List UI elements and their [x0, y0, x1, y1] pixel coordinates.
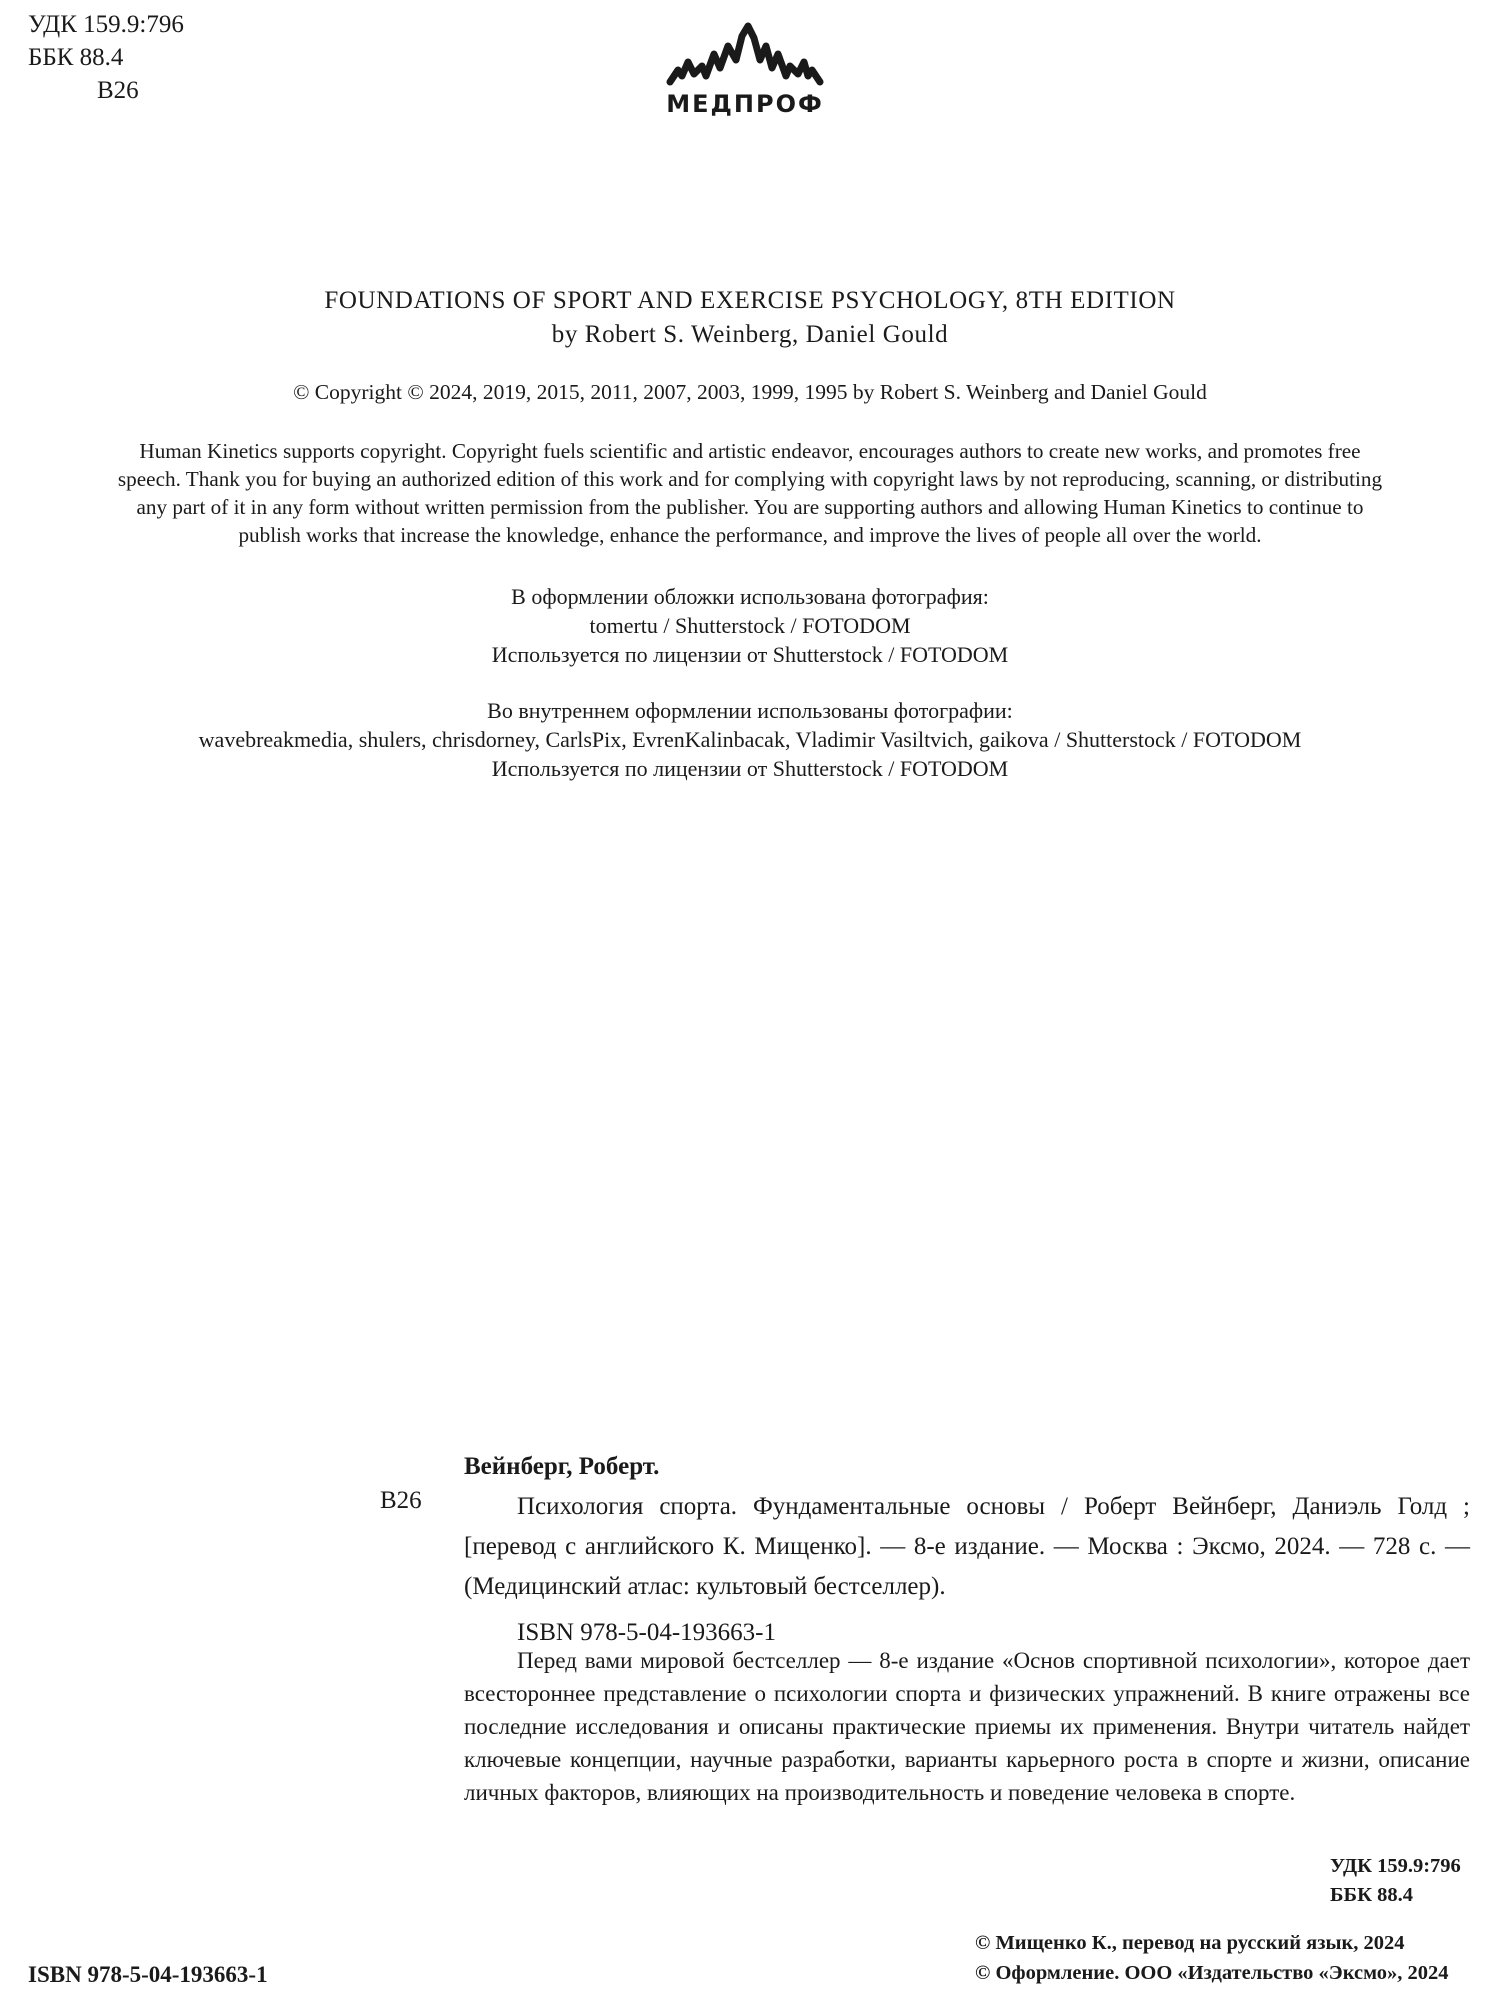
- original-title: FOUNDATIONS OF SPORT AND EXERCISE PSYCHOLOGY, 8TH EDITION: [324, 287, 1176, 314]
- isbn-footer: ISBN 978-5-04-193663-1: [28, 1962, 268, 1987]
- copyright-line: © Мищенко К., перевод на русский язык, 2024: [975, 1932, 1405, 1954]
- credit-line: Используется по лицензии от Shutterstock / FOTODOM: [491, 642, 1009, 667]
- catalog-card: [464, 1447, 1470, 1653]
- rights-line: Human Kinetics supports copyright. Copyright fuels scientific and artistic endeavor, encourages authors to create new works, and promotes free: [139, 439, 1361, 463]
- bbk-code: ББК 88.4: [1330, 1884, 1413, 1906]
- rights-line: publish works that increase the knowledge, enhance the performance, and improve the lives of people all over the world.: [238, 523, 1262, 547]
- bbk-code: ББК 88.4: [28, 44, 124, 71]
- catalog-description: Психология спорта. Фундаментальные основы / Роберт Вейнберг, Даниэль Голд ; [перевод с английского К. Мищенко]. — 8-е издание. — Москва : Эксмо, 2024. — 728 с. — (Медицинский атлас: культовый бестселлер).: [464, 1493, 1470, 1600]
- rights-line: speech. Thank you for buying an authorized edition of this work and for complying with copyright laws by not reproducing, scanning, or distributing: [117, 467, 1383, 491]
- publisher-logo: [645, 16, 845, 118]
- catalog-isbn: ISBN 978-5-04-193663-1: [517, 1619, 777, 1646]
- logo-wordmark: МЕДПРОФ: [666, 90, 824, 118]
- catalog-index-mark: В26: [380, 1487, 422, 1514]
- credit-line: Во внутреннем оформлении использованы фотографии:: [487, 698, 1013, 723]
- rights-notice: [40, 437, 1460, 549]
- credit-line: Используется по лицензии от Shutterstock / FOTODOM: [491, 756, 1009, 781]
- udk-code: УДК 159.9:796: [1330, 1855, 1461, 1877]
- author-index-mark: В26: [97, 77, 139, 104]
- credit-line: В оформлении обложки использована фотография:: [511, 584, 989, 609]
- credit-line: wavebreakmedia, shulers, chrisdorney, CarlsPix, EvrenKalinbacak, Vladimir Vasiltvich, gaikova / Shutterstock / FOTODOM: [198, 727, 1302, 752]
- top-classification-codes: [28, 8, 184, 107]
- catalog-author: Вейнберг, Роберт.: [464, 1453, 660, 1480]
- interior-photo-credits: [0, 696, 1500, 783]
- bottom-classification-codes: [1330, 1852, 1461, 1910]
- original-copyright: © Copyright © 2024, 2019, 2015, 2011, 2007, 2003, 1999, 1995 by Robert S. Weinberg and Daniel Gould: [293, 380, 1207, 404]
- original-title-block: [0, 284, 1500, 352]
- copyright-line: © Оформление. ООО «Издательство «Эксмо», 2024: [975, 1962, 1449, 1984]
- credit-line: tomertu / Shutterstock / FOTODOM: [589, 613, 911, 638]
- udk-code: УДК 159.9:796: [28, 11, 184, 38]
- medprof-logo-icon: [660, 16, 830, 88]
- russian-copyright: [975, 1928, 1449, 1988]
- original-authors: by Robert S. Weinberg, Daniel Gould: [551, 321, 949, 348]
- cover-photo-credits: [0, 582, 1500, 669]
- rights-line: any part of it in any form without written permission from the publisher. You are supporting authors and allowing Human Kinetics to continue to: [136, 495, 1364, 519]
- book-annotation: Перед вами мировой бестселлер — 8-е издание «Основ спортивной психологии», которое дает всестороннее представление о психологии спорта и физических упражнений. В книге отражены все последние исследования и описаны практические приемы их применения. Внутри читатель найдет ключевые концепции, научные разработки, варианты карьерного роста в спорте и жизни, описание личных факторов, влияющих на производительность и поведение человека в спорте.: [464, 1648, 1470, 1805]
